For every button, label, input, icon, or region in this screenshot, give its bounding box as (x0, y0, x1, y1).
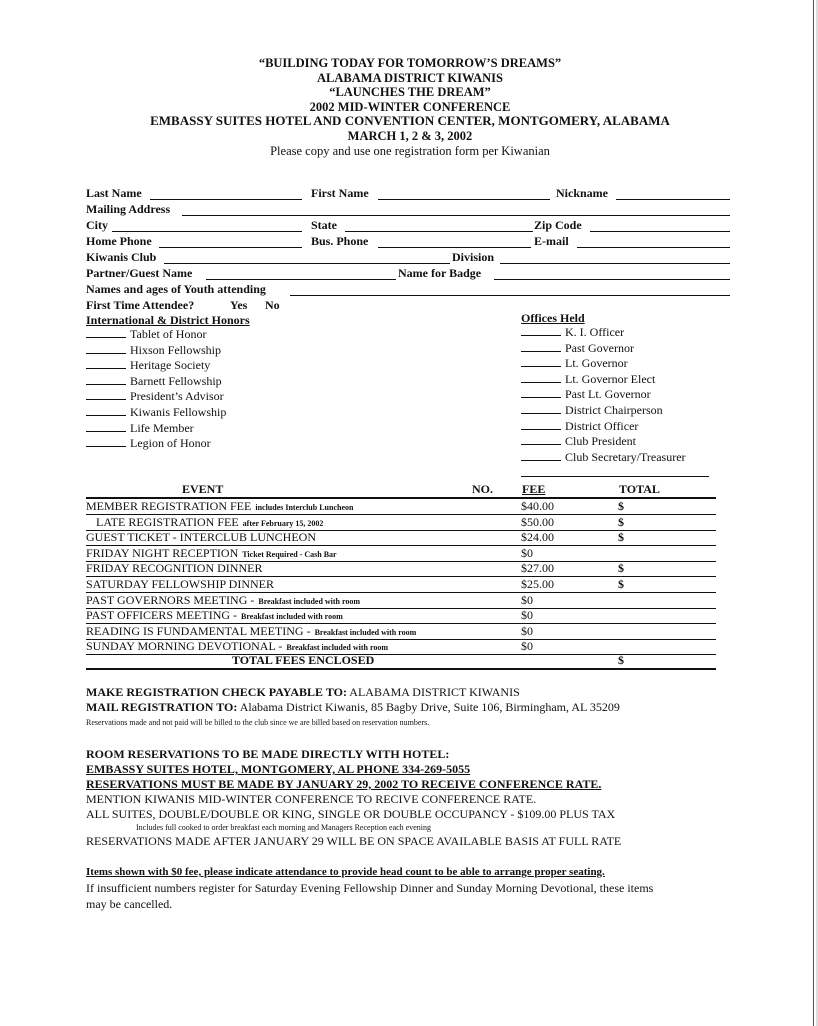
honor-item (86, 436, 211, 451)
honor-label: President’s Advisor (130, 389, 224, 404)
event-name (86, 624, 416, 639)
event-name-text: PAST OFFICERS MEETING - (86, 608, 238, 623)
event-total[interactable]: $ (618, 530, 624, 545)
mailing-address-label: Mailing Address (86, 202, 171, 216)
office-checkbox-line[interactable] (521, 413, 561, 414)
name-for-badge-label: Name for Badge (398, 266, 482, 280)
honor-label: Life Member (130, 420, 194, 435)
event-note: includes Interclub Luncheon (255, 503, 354, 512)
state-field[interactable] (345, 231, 533, 232)
first-name-label: First Name (311, 186, 369, 200)
total-col-header: TOTAL (619, 482, 660, 496)
mail-registration-line (86, 700, 746, 715)
zip-label: Zip Code (534, 218, 582, 232)
check-payable-value: ALABAMA DISTRICT KIWANIS (349, 685, 520, 699)
offices-title: Offices Held (521, 311, 585, 325)
event-name (96, 515, 323, 530)
honor-checkbox-line[interactable] (86, 399, 126, 400)
office-label: K. I. Officer (565, 325, 625, 339)
hotel-line-6: Includes full cooked to order breakfast each morning and Managers Reception each evening (136, 823, 431, 832)
office-checkbox-line[interactable] (521, 335, 561, 336)
event-note: Breakfast included with room (314, 627, 417, 637)
honor-item (86, 389, 224, 404)
partner-guest-label: Partner/Guest Name (86, 266, 193, 280)
first-time-label: First Time Attendee? (86, 298, 195, 312)
first-time-yes[interactable]: Yes (230, 298, 248, 312)
office-label: Lt. Governor (565, 356, 628, 371)
header-conference: 2002 MID-WINTER CONFERENCE (309, 99, 511, 114)
event-row (86, 593, 716, 609)
event-fee: $0 (521, 639, 533, 654)
event-note: Ticket Required - Cash Bar (242, 549, 337, 559)
bus-phone-field[interactable] (378, 247, 531, 248)
event-col-header: EVENT (182, 482, 224, 496)
office-item (521, 419, 638, 434)
event-fee: $0 (521, 623, 533, 638)
kiwanis-club-field[interactable] (164, 263, 450, 264)
mailing-address-field[interactable] (182, 215, 730, 216)
event-fee: $50.00 (521, 514, 554, 529)
office-checkbox-line[interactable] (521, 444, 561, 445)
honor-item (86, 343, 221, 358)
event-name-text: SUNDAY MORNING DEVOTIONAL - (86, 639, 283, 654)
event-name-text: FRIDAY NIGHT RECEPTION (86, 545, 239, 560)
partner-guest-field[interactable] (206, 279, 396, 280)
honor-checkbox-line[interactable] (86, 446, 126, 447)
event-row (86, 546, 716, 562)
event-name (86, 593, 360, 608)
hotel-line-1: ROOM RESERVATIONS TO BE MADE DIRECTLY WITH HOTEL: (86, 747, 450, 761)
event-note: Breakfast included with room (241, 612, 343, 622)
event-row (86, 608, 716, 624)
header-instructions: Please copy and use one registration form per Kiwanian (270, 143, 550, 158)
office-item (521, 356, 628, 371)
event-note: Breakfast included with room (258, 596, 361, 606)
city-label: City (86, 218, 108, 232)
event-fee: $25.00 (521, 577, 554, 591)
home-phone-label: Home Phone (86, 234, 152, 248)
header-theme: “LAUNCHES THE DREAM” (329, 85, 491, 100)
event-note: after February 15, 2002 (242, 518, 324, 528)
offices-separator (521, 476, 709, 477)
honor-checkbox-line[interactable] (86, 337, 126, 338)
office-item (521, 403, 663, 418)
name-for-badge-field[interactable] (494, 279, 730, 280)
event-row (86, 624, 716, 640)
honor-label: Barnett Fellowship (130, 373, 222, 388)
header-dates: MARCH 1, 2 & 3, 2002 (347, 128, 473, 143)
office-item (521, 450, 686, 465)
email-field[interactable] (577, 247, 730, 248)
events-header-row (86, 482, 716, 499)
office-item (521, 387, 651, 402)
hotel-line-3: RESERVATIONS MUST BE MADE BY JANUARY 29, 2002 TO RECEIVE CONFERENCE RATE. (86, 777, 602, 791)
footer-line-3: may be cancelled. (86, 897, 173, 911)
office-checkbox-line[interactable] (521, 397, 561, 398)
event-name (86, 608, 343, 623)
footer-line-1: Items shown with $0 fee, please indicate attendance to provide head count to be able to arrange proper seating. (86, 866, 605, 878)
total-fees-value[interactable]: $ (618, 653, 624, 667)
total-fees-label: TOTAL FEES ENCLOSED (232, 653, 375, 667)
honor-item (86, 405, 226, 420)
hotel-line-4: MENTION KIWANIS MID-WINTER CONFERENCE TO RECIVE CONFERENCE RATE. (86, 792, 537, 806)
division-label: Division (452, 250, 495, 264)
form-header (90, 56, 730, 158)
mail-registration-label: MAIL REGISTRATION TO: (86, 700, 238, 714)
event-name (86, 561, 266, 576)
event-fee: $27.00 (521, 561, 554, 576)
office-checkbox-line[interactable] (521, 382, 561, 383)
event-total[interactable]: $ (618, 577, 624, 591)
state-label: State (311, 218, 337, 232)
nickname-label: Nickname (556, 186, 608, 200)
honor-label: Legion of Honor (130, 436, 211, 451)
home-phone-field[interactable] (159, 247, 302, 248)
event-fee: $0 (521, 592, 533, 607)
honor-checkbox-line[interactable] (86, 353, 126, 354)
office-label: District Chairperson (565, 403, 663, 417)
no-col-header: NO. (472, 482, 493, 496)
event-row (86, 530, 716, 546)
zip-field[interactable] (590, 231, 730, 232)
office-checkbox-line[interactable] (521, 460, 561, 461)
event-fee: $24.00 (521, 530, 554, 545)
honor-item (86, 358, 210, 373)
event-name-text: MEMBER REGISTRATION FEE (86, 499, 252, 513)
honor-item (86, 421, 194, 436)
office-label: Lt. Governor Elect (565, 371, 656, 386)
first-name-field[interactable] (378, 199, 550, 200)
honor-label: Tablet of Honor (130, 327, 207, 341)
header-slogan: “BUILDING TODAY FOR TOMORROW’S DREAMS” (258, 56, 562, 70)
office-checkbox-line[interactable] (521, 366, 561, 367)
event-name (86, 530, 320, 545)
office-label: Past Governor (565, 340, 634, 355)
youth-field[interactable] (290, 295, 730, 296)
last-name-field[interactable] (150, 199, 302, 200)
city-field[interactable] (112, 231, 302, 232)
office-item (521, 372, 655, 387)
event-fee: $0 (521, 545, 533, 560)
office-item (521, 325, 624, 340)
honor-checkbox-line[interactable] (86, 384, 126, 385)
division-field[interactable] (500, 263, 730, 264)
event-total[interactable]: $ (618, 561, 624, 576)
header-org: ALABAMA DISTRICT KIWANIS (317, 70, 503, 85)
event-total[interactable]: $ (618, 514, 624, 529)
youth-label: Names and ages of Youth attending (86, 282, 266, 296)
event-fee: $0 (521, 608, 533, 623)
event-name-text: PAST GOVERNORS MEETING - (86, 592, 255, 607)
event-row (86, 499, 716, 515)
email-label: E-mail (534, 234, 569, 248)
footer-line-2: If insufficient numbers register for Saturday Evening Fellowship Dinner and Sunday Morning Devotional, these items (86, 881, 654, 895)
event-name-text: LATE REGISTRATION FEE (96, 514, 239, 529)
total-fees-row (86, 653, 716, 670)
event-name (86, 499, 353, 514)
honor-item (86, 374, 222, 389)
office-item (521, 434, 636, 449)
event-row (86, 577, 716, 593)
billing-note: Reservations made and not paid will be billed to the club since we are billed based on reservation numbers. (86, 718, 430, 727)
office-checkbox-line[interactable] (521, 351, 561, 352)
kiwanis-club-label: Kiwanis Club (86, 250, 157, 264)
check-payable-label: MAKE REGISTRATION CHECK PAYABLE TO: (86, 685, 347, 699)
honors-title: International & District Honors (86, 313, 250, 327)
office-label: Club Secretary/Treasurer (565, 449, 686, 464)
nickname-field[interactable] (616, 199, 730, 200)
event-name-text: FRIDAY RECOGNITION DINNER (86, 561, 263, 576)
first-time-no[interactable]: No (265, 298, 280, 312)
office-checkbox-line[interactable] (521, 429, 561, 430)
event-name (86, 577, 278, 592)
header-venue: EMBASSY SUITES HOTEL AND CONVENTION CENTER, MONTGOMERY, ALABAMA (150, 113, 670, 129)
office-label: District Officer (565, 418, 639, 433)
event-row (86, 561, 716, 577)
office-label: Club President (565, 434, 636, 449)
honor-checkbox-line[interactable] (86, 415, 126, 416)
bus-phone-label: Bus. Phone (311, 234, 369, 248)
event-name (86, 546, 337, 561)
honor-label: Heritage Society (130, 358, 211, 373)
office-label: Past Lt. Governor (565, 387, 651, 402)
hotel-line-2: EMBASSY SUITES HOTEL, MONTGOMERY, AL PHONE 334-269-5055 (86, 762, 471, 776)
last-name-label: Last Name (86, 186, 142, 200)
office-item (521, 341, 634, 356)
mail-registration-value: Alabama District Kiwanis, 85 Bagby Drive, Suite 106, Birmingham, AL 35209 (239, 700, 620, 714)
page-edge-line (813, 0, 814, 1026)
event-note: Breakfast included with room (286, 643, 389, 653)
event-total[interactable]: $ (618, 499, 624, 513)
event-fee: $40.00 (521, 499, 554, 513)
check-payable-line (86, 685, 746, 700)
event-row (86, 515, 716, 531)
fee-col-header: FEE (522, 482, 546, 496)
hotel-line-7: RESERVATIONS MADE AFTER JANUARY 29 WILL BE ON SPACE AVAILABLE BASIS AT FULL RATE (86, 834, 622, 848)
honor-label: Kiwanis Fellowship (130, 405, 227, 419)
honor-item (86, 327, 206, 342)
hotel-line-5: ALL SUITES, DOUBLE/DOUBLE OR KING, SINGLE OR DOUBLE OCCUPANCY - $109.00 PLUS TAX (86, 807, 616, 821)
event-name-text: SATURDAY FELLOWSHIP DINNER (86, 577, 275, 591)
honor-checkbox-line[interactable] (86, 431, 126, 432)
honor-label: Hixson Fellowship (130, 342, 222, 357)
event-name-text: GUEST TICKET - INTERCLUB LUNCHEON (86, 530, 316, 545)
event-name-text: READING IS FUNDAMENTAL MEETING - (86, 623, 311, 638)
honor-checkbox-line[interactable] (86, 368, 126, 369)
